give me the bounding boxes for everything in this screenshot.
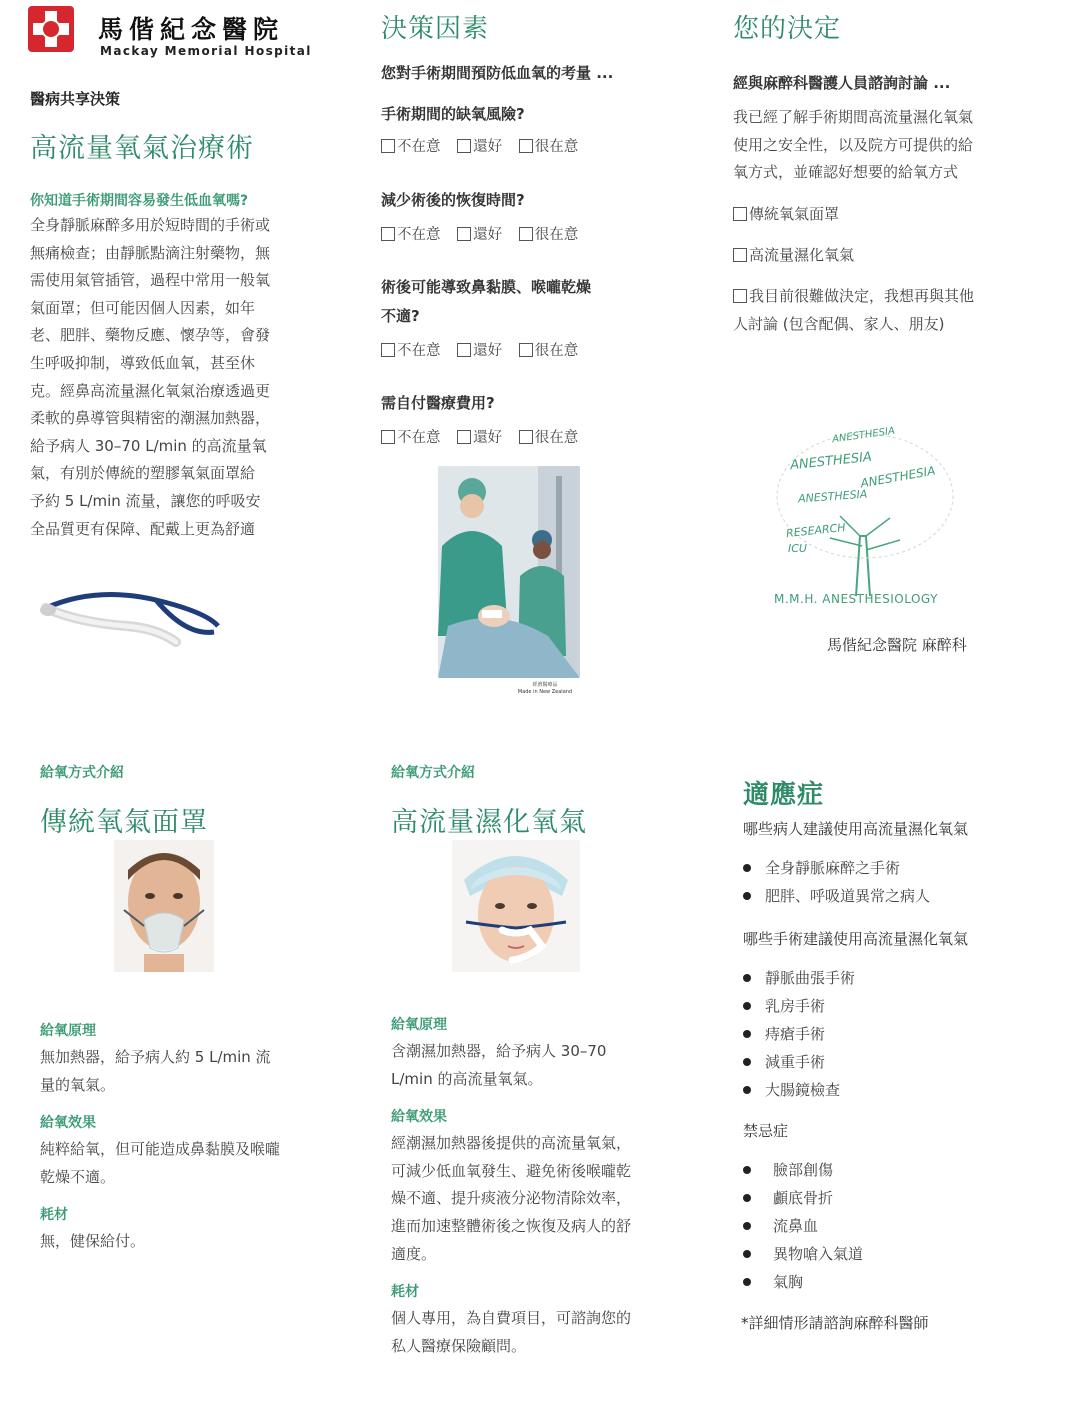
section-body: 無加熱器，給予病人約 5 L/min 流 量的氧氣。	[40, 1048, 271, 1094]
oxygen-methods-kicker: 給氧方式介紹	[391, 765, 475, 781]
photo-caption	[510, 682, 580, 696]
section-body: 純粹給氧，但可能造成鼻黏膜及喉嚨 乾燥不適。	[40, 1140, 281, 1186]
choice-traditional-mask[interactable]: 傳統氧氣面罩	[733, 200, 839, 228]
checkbox[interactable]	[733, 289, 747, 303]
option-row	[381, 135, 671, 156]
main-title: 高流量氧氣治療術	[30, 133, 254, 164]
statement-line: 使用之安全性，以及院方可提供的給	[733, 135, 974, 154]
option-row	[381, 223, 671, 244]
traditional-mask-title: 傳統氧氣面罩	[40, 807, 208, 838]
section-heading: 給氧原理	[40, 1023, 96, 1039]
hospital-name-zh: 馬偕紀念醫院	[98, 15, 285, 44]
operating-room-photo	[438, 466, 580, 678]
footnote: *詳細情形請諮詢麻醉科醫師	[741, 1314, 929, 1332]
checkbox[interactable]	[381, 139, 395, 153]
list-item: 氣胸	[743, 1268, 1043, 1296]
question-text: 手術期間的缺氧風險?	[381, 105, 525, 123]
option-care[interactable]: 很在意	[519, 426, 579, 447]
list-item: 顱底骨折	[743, 1184, 1043, 1212]
option-not-care[interactable]: 不在意	[381, 426, 441, 447]
option-care[interactable]: 很在意	[519, 135, 579, 156]
checkbox[interactable]	[519, 430, 533, 444]
intro-question: 你知道手術期間容易發生低血氧嗎?	[30, 193, 249, 209]
option-neutral[interactable]: 還好	[457, 339, 502, 360]
section-heading: 耗材	[391, 1284, 419, 1301]
intro-line: 全品質更有保障、配戴上更為舒適	[30, 519, 256, 538]
checkbox[interactable]	[381, 343, 395, 357]
choice-high-flow[interactable]: 高流量濕化氧氣	[733, 241, 854, 269]
high-flow-details	[391, 1014, 671, 1360]
checkbox[interactable]	[457, 227, 471, 241]
department-name: 馬偕紀念醫院 麻醉科	[827, 636, 967, 654]
face-mask-photo	[114, 840, 214, 972]
contraindications-heading: 禁忌症	[743, 1122, 789, 1140]
checkbox[interactable]	[733, 207, 747, 221]
factor-question-3	[381, 273, 671, 360]
indications-title: 適應症	[743, 780, 825, 810]
nasal-cannula-patient-photo	[452, 840, 580, 972]
tree-word: RESEARCH	[785, 520, 847, 541]
question-text: 不適?	[381, 307, 420, 325]
checkbox[interactable]	[519, 343, 533, 357]
decision-factors-intro: 您對手術期間預防低血氧的考量 ...	[381, 64, 614, 82]
list-item: 肥胖、呼吸道異常之病人	[743, 882, 1043, 910]
question-text: 減少術後的恢復時間?	[381, 191, 525, 209]
option-care[interactable]: 很在意	[519, 223, 579, 244]
decision-statement	[733, 104, 1033, 187]
checkbox[interactable]	[381, 430, 395, 444]
hospital-logo	[28, 6, 312, 64]
section-body: 含潮濕加熱器，給予病人 30–70 L/min 的高流量氧氣。	[391, 1042, 607, 1088]
tree-word: ICU	[788, 542, 807, 555]
checkbox[interactable]	[457, 343, 471, 357]
intro-line: 柔軟的鼻導管與精密的潮濕加熱器，	[30, 409, 271, 428]
intro-line: 全身靜脈麻醉多用於短時間的手術或	[30, 216, 271, 234]
section-heading: 耗材	[40, 1207, 68, 1224]
intro-line: 無痛檢查；由靜脈點滴注射藥物，無	[30, 243, 271, 262]
tree-word: ANESTHESIA	[831, 425, 896, 446]
question-text: 需自付醫療費用?	[381, 394, 495, 412]
option-not-care[interactable]: 不在意	[381, 339, 441, 360]
option-neutral[interactable]: 還好	[457, 426, 502, 447]
hospital-name-en: Mackay Memorial Hospital	[100, 44, 312, 58]
oxygen-methods-kicker: 給氧方式介紹	[40, 765, 124, 781]
checkbox[interactable]	[457, 139, 471, 153]
traditional-mask-details	[40, 1020, 310, 1256]
decision-factors-title: 決策因素	[381, 14, 490, 44]
intro-line: 老、肥胖、藥物反應、懷孕等，會發	[30, 326, 271, 345]
intro-paragraph	[30, 212, 295, 543]
indications-surgeries-heading: 哪些手術建議使用高流量濕化氧氣	[743, 930, 969, 948]
intro-line: 需使用氣管插管，過程中常用一般氧	[30, 271, 271, 290]
list-item: 大腸鏡檢查	[743, 1076, 1043, 1104]
factor-question-2	[381, 186, 671, 244]
your-decision-title: 您的決定	[733, 14, 842, 44]
section-body: 個人專用，為自費項目，可諮詢您的 私人醫療保險顧問。	[391, 1309, 632, 1355]
section-body: 經潮濕加熱器後提供的高流量氧氣， 可減少低血氧發生、避免術後喉嚨乾 燥不適、提升痰液分泌物清除效率， 進而加速整體術後之恢復及病人的舒 適度。	[391, 1134, 632, 1263]
intro-line: 克。經鼻高流量濕化氧氣治療透過更	[30, 381, 271, 400]
option-not-care[interactable]: 不在意	[381, 135, 441, 156]
checkbox[interactable]	[733, 248, 747, 262]
tree-word: ANESTHESIA	[797, 487, 868, 506]
high-flow-title: 高流量濕化氧氣	[391, 807, 587, 838]
anesthesia-tree-logo	[770, 426, 960, 612]
intro-line: 氣，有別於傳統的塑膠氧氣面罩給	[30, 464, 256, 483]
list-item: 異物嗆入氣道	[743, 1240, 1043, 1268]
tree-word: ANESTHESIA	[789, 449, 873, 474]
intro-line: 生呼吸抑制，導致低血氧，甚至休	[30, 353, 256, 372]
list-item: 流鼻血	[743, 1212, 1043, 1240]
checkbox[interactable]	[519, 139, 533, 153]
statement-line: 我已經了解手術期間高流量濕化氧氣	[733, 108, 974, 126]
your-decision-intro: 經與麻醉科醫護人員諮詢討論 ...	[733, 74, 951, 92]
tree-caption: M.M.H. ANESTHESIOLOGY	[774, 592, 938, 606]
option-neutral[interactable]: 還好	[457, 223, 502, 244]
option-care[interactable]: 很在意	[519, 339, 579, 360]
intro-line: 氣面罩；但可能因個人因素，如年	[30, 298, 256, 317]
option-row	[381, 339, 671, 360]
photo-caption-line: Made in New Zealand	[517, 689, 573, 695]
sdm-kicker: 醫病共享決策	[30, 90, 121, 108]
photo-caption-line: 經濟醫療品	[532, 682, 558, 688]
factor-question-1	[381, 100, 671, 156]
checkbox[interactable]	[381, 227, 395, 241]
section-heading: 給氧效果	[40, 1115, 96, 1132]
checkbox[interactable]	[519, 227, 533, 241]
statement-line: 氧方式，並確認好想要的給氧方式	[733, 163, 959, 182]
intro-line: 給予病人 30–70 L/min 的高流量氧	[30, 436, 267, 455]
section-heading: 給氧效果	[391, 1109, 447, 1126]
indications-surgeries-list	[743, 964, 1043, 1104]
checkbox[interactable]	[457, 430, 471, 444]
option-not-care[interactable]: 不在意	[381, 223, 441, 244]
list-item: 減重手術	[743, 1048, 1043, 1076]
red-cross-icon	[28, 6, 74, 52]
list-item: 痔瘡手術	[743, 1020, 1043, 1048]
indications-patients-heading: 哪些病人建議使用高流量濕化氧氣	[743, 820, 969, 838]
option-neutral[interactable]: 還好	[457, 135, 502, 156]
list-item: 靜脈曲張手術	[743, 964, 1043, 992]
list-item: 全身靜脈麻醉之手術	[743, 854, 1043, 882]
choice-undecided[interactable]: 我目前很難做決定，我想再與其他 人討論 (包含配偶、家人、朋友)	[733, 287, 975, 333]
option-row	[381, 426, 671, 447]
factor-question-4	[381, 389, 671, 447]
section-body: 無，健保給付。	[40, 1232, 146, 1251]
list-item: 臉部創傷	[743, 1156, 1043, 1184]
question-text: 術後可能導致鼻黏膜、喉嚨乾燥	[381, 278, 592, 296]
list-item: 乳房手術	[743, 992, 1043, 1020]
tree-word: ANESTHESIA	[859, 463, 937, 491]
section-heading: 給氧原理	[391, 1017, 447, 1033]
contraindications-list	[743, 1156, 1043, 1296]
nasal-cannula-image	[36, 586, 226, 666]
intro-line: 予約 5 L/min 流量，讓您的呼吸安	[30, 491, 261, 510]
indications-patients-list	[743, 854, 1043, 910]
